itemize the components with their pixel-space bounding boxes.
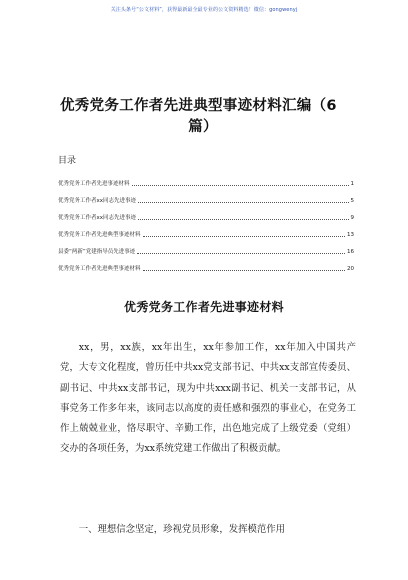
toc-leader-dots	[143, 236, 345, 237]
toc-entry-page: 1	[350, 181, 354, 187]
toc-entry-title: 优秀党务工作者先进事迹材料	[58, 181, 130, 187]
toc-entry-page: 9	[350, 215, 354, 221]
toc-leader-dots	[137, 253, 345, 254]
toc-entry[interactable]	[58, 221, 354, 238]
toc-entry-page: 20	[347, 266, 354, 272]
document-title-line1: 优秀党务工作者先进典型事迹材料汇编（6	[60, 98, 337, 114]
toc-entry[interactable]	[58, 238, 354, 255]
header-notice	[0, 6, 408, 13]
toc-heading: 目录	[58, 156, 77, 166]
toc-entry[interactable]	[58, 187, 354, 204]
toc-entry-title: 优秀党务工作者先进典型事迹材料	[58, 232, 141, 238]
header-notice-text: 关注头条号“公文材料”，获得最新最全最专业的公文资料精选！	[110, 7, 254, 13]
toc-entry-title: 优秀党务工作者xx同志先进事迹	[58, 215, 137, 221]
section-title: 优秀党务工作者先进事迹材料	[124, 300, 284, 314]
body-paragraph: xx，男，xx族，xx年出生，xx年参加工作，xx年加入中国共产党，大专文化程度，曾历任中共xx党支部书记、中共xx支部宣传委员、副书记、中共xx支部书记，现为中共xxx副书记、机关一支部书记，从事党务工作多年来，该同志以高度的责任感和强烈的事业心，在党务工作上兢兢业业，恪尽职守、辛勤工作，出色地完成了上级党委（党组）交办的各项任务，为xx系统党建工作做出了积极贡献。	[60, 342, 356, 455]
document-title	[60, 96, 354, 138]
header-notice-wechat-label: 微信：	[253, 7, 270, 13]
toc-leader-dots	[138, 219, 348, 220]
toc-entry-title: 县委“两新”党建指导员先进事迹	[58, 249, 136, 255]
toc-entry[interactable]	[58, 255, 354, 272]
toc-entry-title: 优秀党务工作者先进典型事迹材料	[58, 266, 141, 272]
toc-leader-dots	[138, 202, 348, 203]
toc-entry-title: 优秀党务工作者xx同志先进事迹	[58, 198, 137, 204]
header-notice-wechat-id: gongwenyj	[269, 7, 298, 13]
toc-entry[interactable]	[58, 170, 354, 187]
document-title-line2: 篇）	[188, 119, 218, 135]
toc-leader-dots	[132, 185, 349, 186]
toc-entry-page: 16	[347, 249, 354, 255]
toc-entry[interactable]	[58, 204, 354, 221]
toc-entry-page: 13	[347, 232, 354, 238]
body-paragraph-heading: 一、理想信念坚定，珍视党员形象，发挥模范作用	[78, 524, 286, 535]
toc-entry-page: 5	[350, 198, 354, 204]
toc-leader-dots	[143, 270, 345, 271]
table-of-contents	[58, 170, 354, 272]
